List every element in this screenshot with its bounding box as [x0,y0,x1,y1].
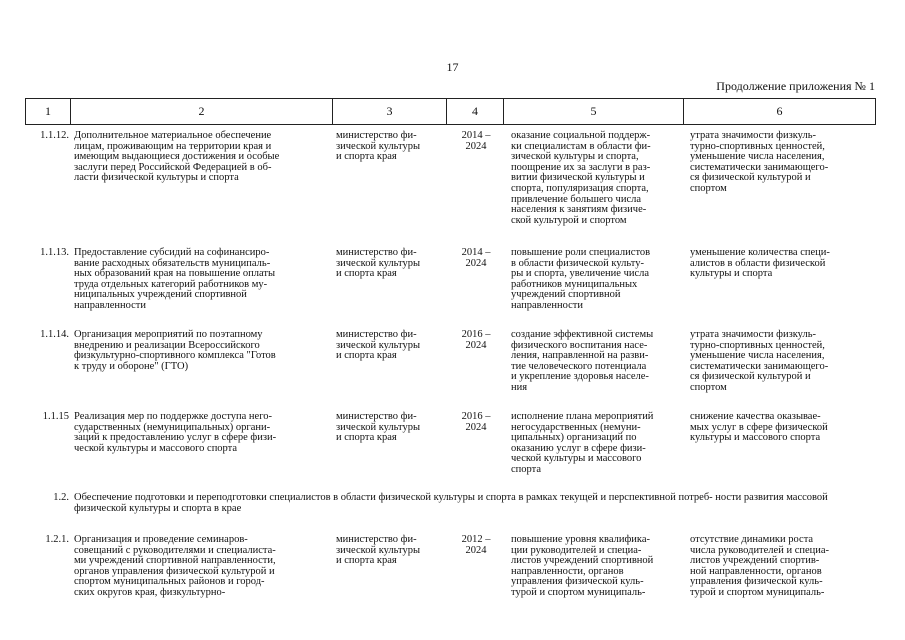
measure-name: Организация мероприятий по поэтапному внедрению и реализации Всероссийского физкультурно-спортивного комплекса "Готов к труду и обороне" (ГТО) [74,329,276,372]
column-header-2: 2 [71,99,333,125]
table-row [25,248,875,330]
executor: министерство фи- зической культуры и спорта края [336,130,421,163]
measure-name: Дополнительное материальное обеспечение лицам, проживающим на территории края и имеющим выдающиеся достижения и особые заслуги перед Российской Федерацией в об- ласти физической культуры и спорта [74,130,280,184]
expected-result: повышение уровня квалифика- ции руководителей и специа- листов учреждений спортивной направленности, органов управления физической куль- турой и спортом муниципаль- [511,534,654,598]
measure-name: Организация и проведение семинаров- совещаний с руководителями и специалиста- ми учреждений спортивной направленности, органов управления физической культурой и спортом муниципальных районов и город- ских округов края, физкультурно- [74,534,276,598]
consequences: утрата значимости физкуль- турно-спортивных ценностей, уменьшение числа населения, систематически занимающего- ся физической культурой и спортом [690,329,829,393]
section-number: 1.2. [53,492,69,503]
consequences: снижение качества оказывае- мых услуг в сфере физической культуры и массового спорта [690,411,828,444]
consequences: уменьшение количества специ- алистов в области физической культуры и спорта [690,247,830,280]
row-number: 1.1.15 [42,411,69,422]
period: 2012 – 2024 [461,534,491,556]
column-header-5: 5 [504,99,684,125]
executor: министерство фи- зической культуры и спорта края [336,534,421,567]
column-header-3: 3 [333,99,447,125]
consequences: утрата значимости физкуль- турно-спортивных ценностей, уменьшение числа населения, систематически занимающего- ся физической культурой и спортом [690,130,829,194]
expected-result: повышение роли специалистов в области физической культу- ры и спорта, увеличение числа работников муниципальных учреждений спортивной направленности [511,247,651,311]
period: 2014 – 2024 [461,247,491,269]
table-body [25,131,875,599]
executor: министерство фи- зической культуры и спорта края [336,329,421,362]
row-number: 1.1.14. [40,329,69,340]
page-number: 17 [446,60,459,74]
executor: министерство фи- зической культуры и спорта края [336,247,421,280]
row-number: 1.1.13. [40,247,69,258]
table-row [25,131,875,248]
row-number: 1.1.12. [40,130,69,141]
section-row [25,493,875,535]
table-row [25,330,875,412]
expected-result: создание эффективной системы физического воспитания насе- ления, направленной на разви- тие человеческого потенциала и укрепление здоровья населе- ния [511,329,654,393]
row-number: 1.2.1. [45,534,69,545]
column-header-table [25,98,876,125]
expected-result: оказание социальной поддерж- ки специалистам в области фи- зической культуры и спорта, поощрение их за заслуги в раз- витии физической культуры и спорта, популяризация спорта, привлечение большего числа населения к занятиям физиче- ской культурой и спортом [511,130,651,226]
column-header-4: 4 [447,99,504,125]
column-header-1: 1 [26,99,71,125]
continuation-label: Продолжение приложения № 1 [716,79,875,93]
expected-result: исполнение плана мероприятий негосударственных (немуни- ципальных) организаций по оказанию услуг в сфере физи- ческой культуры и массового спорта [511,411,654,475]
column-header-6: 6 [684,99,876,125]
period: 2014 – 2024 [461,130,491,152]
period: 2016 – 2024 [461,329,491,351]
section-title: Обеспечение подготовки и переподготовки специалистов в области физической культуры и спорта в рамках текущей и перспективной потреб- ности развития массовой физической культуры и спорта в крае [74,492,828,514]
table-row [25,412,875,493]
executor: министерство фи- зической культуры и спорта края [336,411,421,444]
measure-name: Предоставление субсидий на софинансиро- вание расходных обязательств муниципаль- ных образований края на повышение оплаты труда отдельных категорий работников му- ниципальных учреждений спортивной направленности [74,247,276,311]
measure-name: Реализация мер по поддержке доступа него- сударственных (немуниципальных) органи- заций к предоставлению услуг в сфере физи- ческой культуры и массового спорта [74,411,277,454]
period: 2016 – 2024 [461,411,491,433]
consequences: отсутствие динамики роста числа руководителей и специа- листов учреждений спортив- ной направленности, органов управления физической куль- турой и спортом муниципаль- [690,534,830,598]
table-row [25,535,875,599]
